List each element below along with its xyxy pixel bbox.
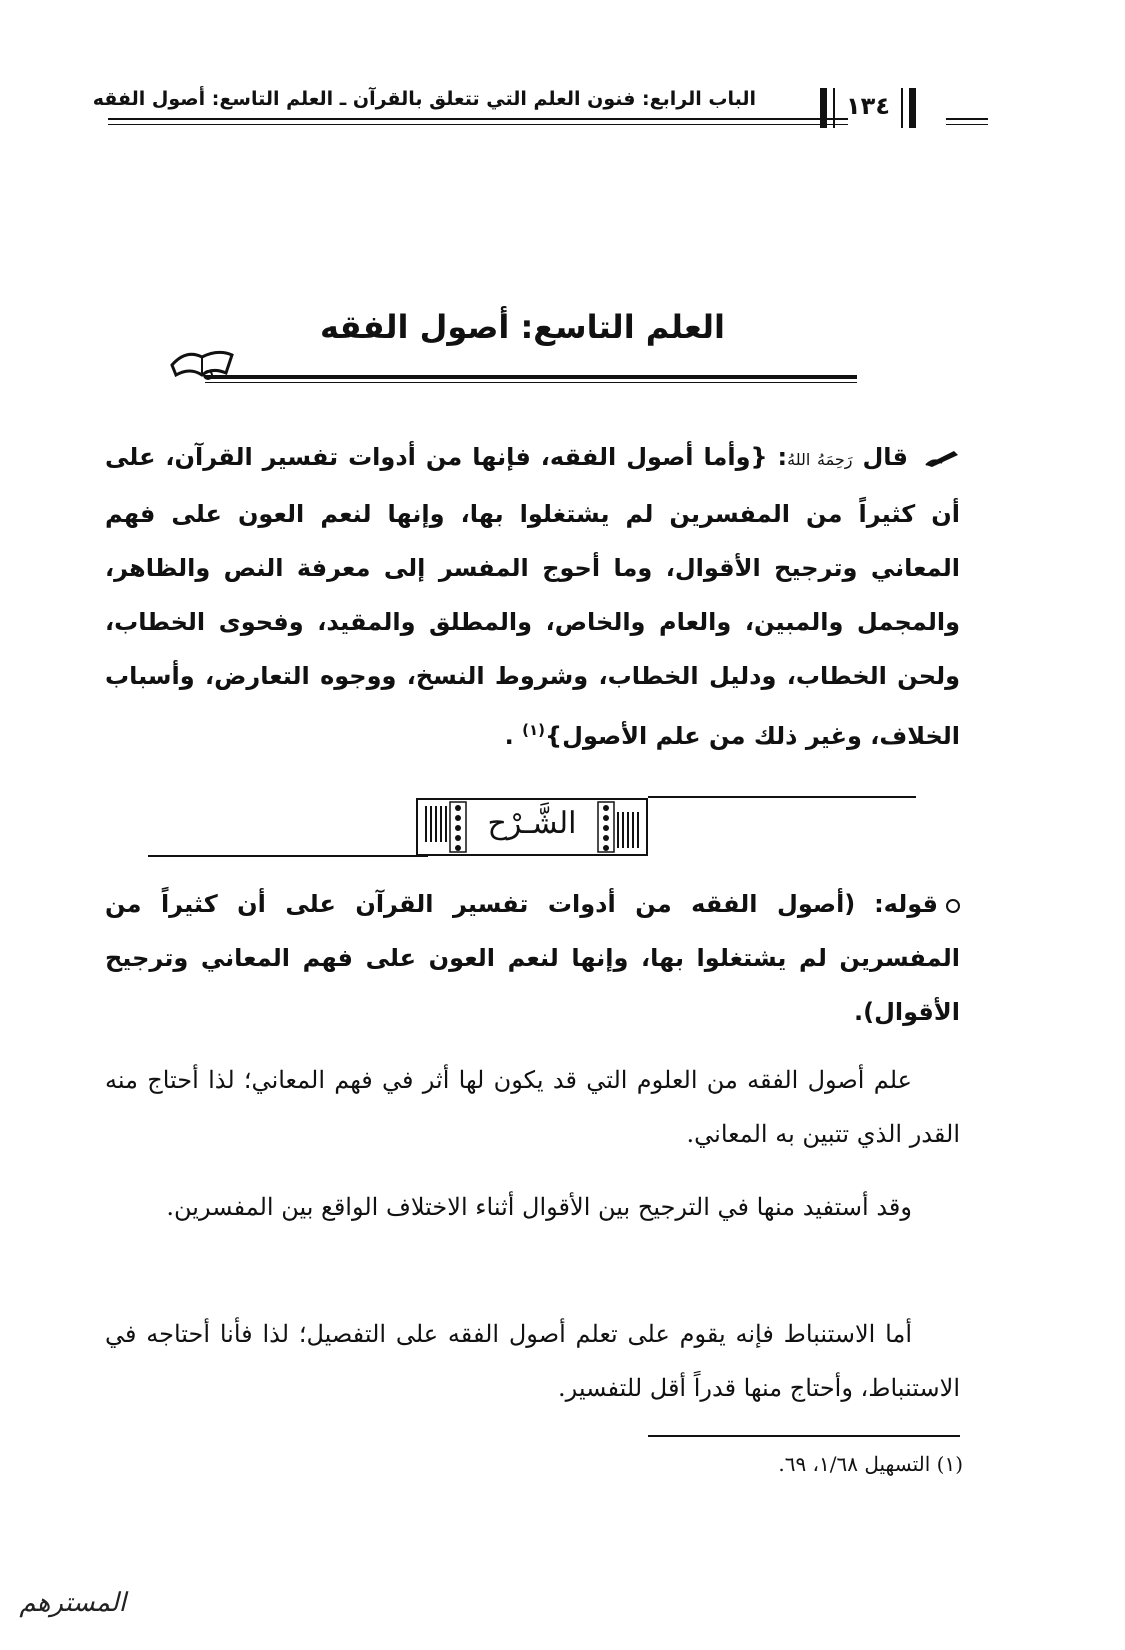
pen-hand-icon <box>924 447 960 469</box>
commentary-p3: وقد أستفيد منها في الترجيح بين الأقوال أثناء الاختلاف الواقع بين المفسرين. <box>166 1193 912 1221</box>
watermark-text: المسترهم <box>19 1588 126 1618</box>
commentary-paragraph-3 <box>105 1180 960 1234</box>
header-rule-top <box>108 118 848 120</box>
page-number-box <box>820 88 916 128</box>
quote-text: : {وأما أصول الفقه، فإنها من أدوات تفسير القرآن، على أن كثيراً من المفسرين لم يشتغلوا بها، وإنها لنعم العون على فهم المعاني وترجيح الأقوال، وما أحوج المفسر إلى معرفة النص والظاهر، والمجمل والمبين، والعام والخاص، والمطلق والمقيد، وفحوى الخطاب، ولحن الخطاب، ودليل الخطاب، وشروط النسخ، ووجوه التعارض، وأسباب الخلاف، وغير ذلك من علم الأصول} <box>105 443 960 750</box>
commentary-p2: علم أصول الفقه من العلوم التي قد يكون لها أثر في فهم المعاني؛ لذا أحتاج منه القدر الذي تتبين به المعاني. <box>105 1066 960 1148</box>
publisher-watermark <box>6 1588 126 1644</box>
footnote-rule <box>648 1435 960 1437</box>
footnote <box>778 1452 963 1476</box>
quote-end: . <box>504 722 514 750</box>
commentary-paragraph-1 <box>105 877 960 1039</box>
section-title: العلم التاسع: أصول الفقه <box>320 308 725 346</box>
quote-lead: قال <box>862 443 909 471</box>
bullet-icon <box>946 899 960 913</box>
quote-footnote-ref[interactable]: (١) <box>522 721 546 739</box>
commentary-p4: أما الاستنباط فإنه يقوم على تعلم أصول الفقه على التفصيل؛ لذا فأنا أحتاجه في الاستنباط، وأحتاج منها قدراً أقل للتفسير. <box>105 1320 960 1402</box>
commentary-lead: قوله: <box>874 890 938 918</box>
header-rule-right <box>946 118 988 120</box>
footnote-text: التسهيل ١/٦٨، ٦٩. <box>778 1452 931 1476</box>
section-title-underline <box>205 375 857 379</box>
section-title-underline-thin <box>205 382 857 383</box>
sharh-banner <box>416 798 648 856</box>
header-rule-right-2 <box>946 124 988 125</box>
footnote-number: (١) <box>936 1452 963 1476</box>
sharh-rule-bottom <box>148 855 428 857</box>
header-title: الباب الرابع: فنون العلم التي تتعلق بالقرآن ـ العلم التاسع: أصول الفقه <box>92 88 756 110</box>
page-number: ١٣٤ <box>846 92 890 120</box>
commentary-paragraph-2 <box>105 1053 960 1161</box>
header-rule-bottom <box>108 124 848 125</box>
sharh-label: الشَّـرْح <box>487 806 577 841</box>
quote-honorific: رَحِمَهُ اللهُ <box>787 450 853 469</box>
commentary-paragraph-4 <box>105 1307 960 1415</box>
sharh-rule-top <box>648 796 916 798</box>
quoted-passage <box>105 430 960 763</box>
commentary-quote: (أصول الفقه من أدوات تفسير القرآن على أن كثيراً من المفسرين لم يشتغلوا بها، وإنها لنعم العون على فهم المعاني وترجيح الأقوال). <box>105 890 960 1026</box>
